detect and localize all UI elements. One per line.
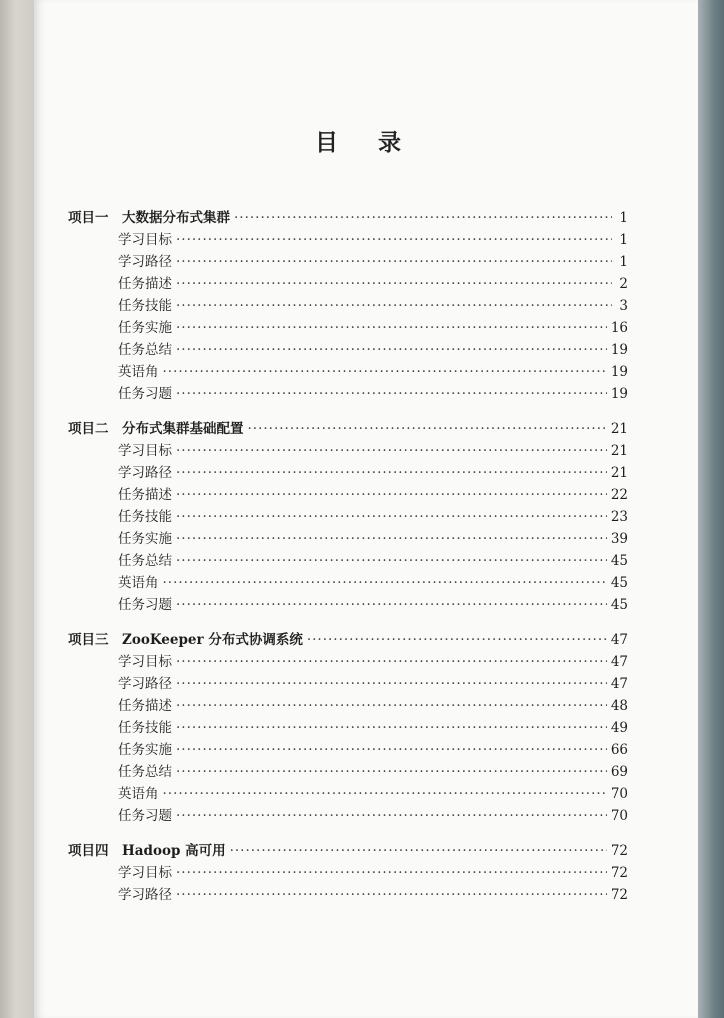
toc-leader-dots <box>176 509 607 525</box>
toc-item-label: 任务总结 <box>118 342 172 358</box>
toc-page-number: 23 <box>610 509 628 525</box>
toc-leader-dots <box>176 254 612 270</box>
toc-leader-dots <box>176 720 607 736</box>
toc-item-label: 任务描述 <box>118 276 172 292</box>
toc-project-entry[interactable] <box>68 417 628 439</box>
toc-page-number: 2 <box>619 276 628 292</box>
toc-leader-dots <box>176 698 607 714</box>
toc-page-number: 72 <box>610 865 628 881</box>
toc-item-entry[interactable] <box>68 593 628 615</box>
toc-item-entry[interactable] <box>68 672 628 694</box>
toc-page-number: 47 <box>610 654 628 670</box>
toc-leader-dots <box>176 553 607 569</box>
toc-item-entry[interactable] <box>68 716 628 738</box>
toc-item-entry[interactable] <box>68 738 628 760</box>
book-gutter <box>0 0 34 1018</box>
toc-item-entry[interactable] <box>68 272 628 294</box>
toc-item-label: 学习目标 <box>118 443 172 459</box>
toc-leader-dots <box>176 764 607 780</box>
toc-item-label: 任务技能 <box>118 298 172 314</box>
toc-leader-dots <box>234 210 612 226</box>
toc-leader-dots <box>176 887 607 903</box>
toc-item-entry[interactable] <box>68 804 628 826</box>
toc-item-entry[interactable] <box>68 861 628 883</box>
toc-item-entry[interactable] <box>68 650 628 672</box>
toc-item-label: 任务描述 <box>118 487 172 503</box>
toc-leader-dots <box>163 575 607 591</box>
toc-item-label: 学习路径 <box>118 465 172 481</box>
toc-project-entry[interactable] <box>68 839 628 861</box>
toc-item-label: 任务习题 <box>118 386 172 402</box>
toc-leader-dots <box>176 865 607 881</box>
toc-item-entry[interactable] <box>68 883 628 905</box>
page-title: 目 录 <box>314 129 417 156</box>
toc-page-number: 19 <box>610 386 628 402</box>
toc-item-entry[interactable] <box>68 461 628 483</box>
toc-leader-dots <box>176 531 607 547</box>
toc-project-label: 项目三 ZooKeeper 分布式协调系统 <box>68 632 303 648</box>
toc-page-number: 66 <box>610 742 628 758</box>
toc-item-entry[interactable] <box>68 505 628 527</box>
toc-page-number: 16 <box>610 320 628 336</box>
toc-leader-dots <box>176 443 607 459</box>
book-edge <box>698 0 724 1018</box>
toc-leader-dots <box>176 808 607 824</box>
toc-item-entry[interactable] <box>68 782 628 804</box>
toc-item-label: 学习路径 <box>118 887 172 903</box>
toc-page-number: 21 <box>610 443 628 459</box>
toc-leader-dots <box>176 386 607 402</box>
toc-leader-dots <box>176 676 607 692</box>
toc-project-entry[interactable] <box>68 206 628 228</box>
toc-leader-dots <box>176 320 607 336</box>
toc-item-entry[interactable] <box>68 549 628 571</box>
toc-page-number: 72 <box>610 887 628 903</box>
toc-item-entry[interactable] <box>68 316 628 338</box>
toc-leader-dots <box>307 632 607 648</box>
toc-page-number: 21 <box>610 421 628 437</box>
toc-page-number: 49 <box>610 720 628 736</box>
toc-leader-dots <box>248 421 607 437</box>
toc-item-label: 任务总结 <box>118 764 172 780</box>
toc-page-number: 45 <box>610 553 628 569</box>
toc-leader-dots <box>176 276 612 292</box>
toc-page-number: 47 <box>610 676 628 692</box>
toc-item-label: 学习路径 <box>118 676 172 692</box>
toc-page-number: 1 <box>619 254 628 270</box>
toc-leader-dots <box>176 232 612 248</box>
toc-item-label: 任务技能 <box>118 720 172 736</box>
toc-leader-dots <box>163 364 607 380</box>
toc-page-number: 19 <box>610 364 628 380</box>
toc-item-entry[interactable] <box>68 382 628 404</box>
toc-item-entry[interactable] <box>68 360 628 382</box>
toc-item-label: 英语角 <box>118 786 159 802</box>
toc-item-entry[interactable] <box>68 760 628 782</box>
toc-page-number: 45 <box>610 575 628 591</box>
toc-item-label: 任务习题 <box>118 597 172 613</box>
toc-page-number: 69 <box>610 764 628 780</box>
toc-leader-dots <box>176 465 607 481</box>
toc-item-label: 任务实施 <box>118 742 172 758</box>
toc-leader-dots <box>176 742 607 758</box>
toc-page <box>34 0 698 1018</box>
toc-leader-dots <box>163 786 607 802</box>
toc-leader-dots <box>176 654 607 670</box>
toc-page-number: 22 <box>610 487 628 503</box>
toc-item-entry[interactable] <box>68 527 628 549</box>
toc-item-entry[interactable] <box>68 294 628 316</box>
toc-leader-dots <box>176 342 607 358</box>
toc-item-entry[interactable] <box>68 228 628 250</box>
toc-page-number: 19 <box>610 342 628 358</box>
toc-item-label: 学习路径 <box>118 254 172 270</box>
toc-project-label: 项目四 Hadoop 高可用 <box>68 843 226 859</box>
toc-page-number: 72 <box>610 843 628 859</box>
toc-leader-dots <box>176 597 607 613</box>
toc-item-entry[interactable] <box>68 694 628 716</box>
toc-item-label: 任务实施 <box>118 531 172 547</box>
toc-project-label: 项目一 大数据分布式集群 <box>68 210 230 226</box>
toc-leader-dots <box>230 843 607 859</box>
toc-item-label: 英语角 <box>118 575 159 591</box>
toc-item-entry[interactable] <box>68 250 628 272</box>
toc-item-label: 任务总结 <box>118 553 172 569</box>
toc-page-number: 70 <box>610 786 628 802</box>
toc-item-label: 任务技能 <box>118 509 172 525</box>
toc-page-number: 21 <box>610 465 628 481</box>
table-of-contents <box>68 206 628 905</box>
toc-item-label: 学习目标 <box>118 865 172 881</box>
toc-project-label: 项目二 分布式集群基础配置 <box>68 421 244 437</box>
toc-item-label: 英语角 <box>118 364 159 380</box>
toc-page-number: 1 <box>619 210 628 226</box>
toc-item-entry[interactable] <box>68 483 628 505</box>
toc-item-entry[interactable] <box>68 439 628 461</box>
toc-project-entry[interactable] <box>68 628 628 650</box>
toc-page-number: 3 <box>619 298 628 314</box>
toc-item-entry[interactable] <box>68 571 628 593</box>
toc-item-label: 学习目标 <box>118 654 172 670</box>
toc-page-number: 48 <box>610 698 628 714</box>
toc-page-number: 39 <box>610 531 628 547</box>
toc-page-number: 47 <box>610 632 628 648</box>
toc-item-label: 任务描述 <box>118 698 172 714</box>
toc-page-number: 45 <box>610 597 628 613</box>
toc-item-label: 任务实施 <box>118 320 172 336</box>
toc-page-number: 70 <box>610 808 628 824</box>
toc-leader-dots <box>176 487 607 503</box>
toc-leader-dots <box>176 298 612 314</box>
toc-item-label: 学习目标 <box>118 232 172 248</box>
toc-page-number: 1 <box>619 232 628 248</box>
toc-item-entry[interactable] <box>68 338 628 360</box>
toc-item-label: 任务习题 <box>118 808 172 824</box>
